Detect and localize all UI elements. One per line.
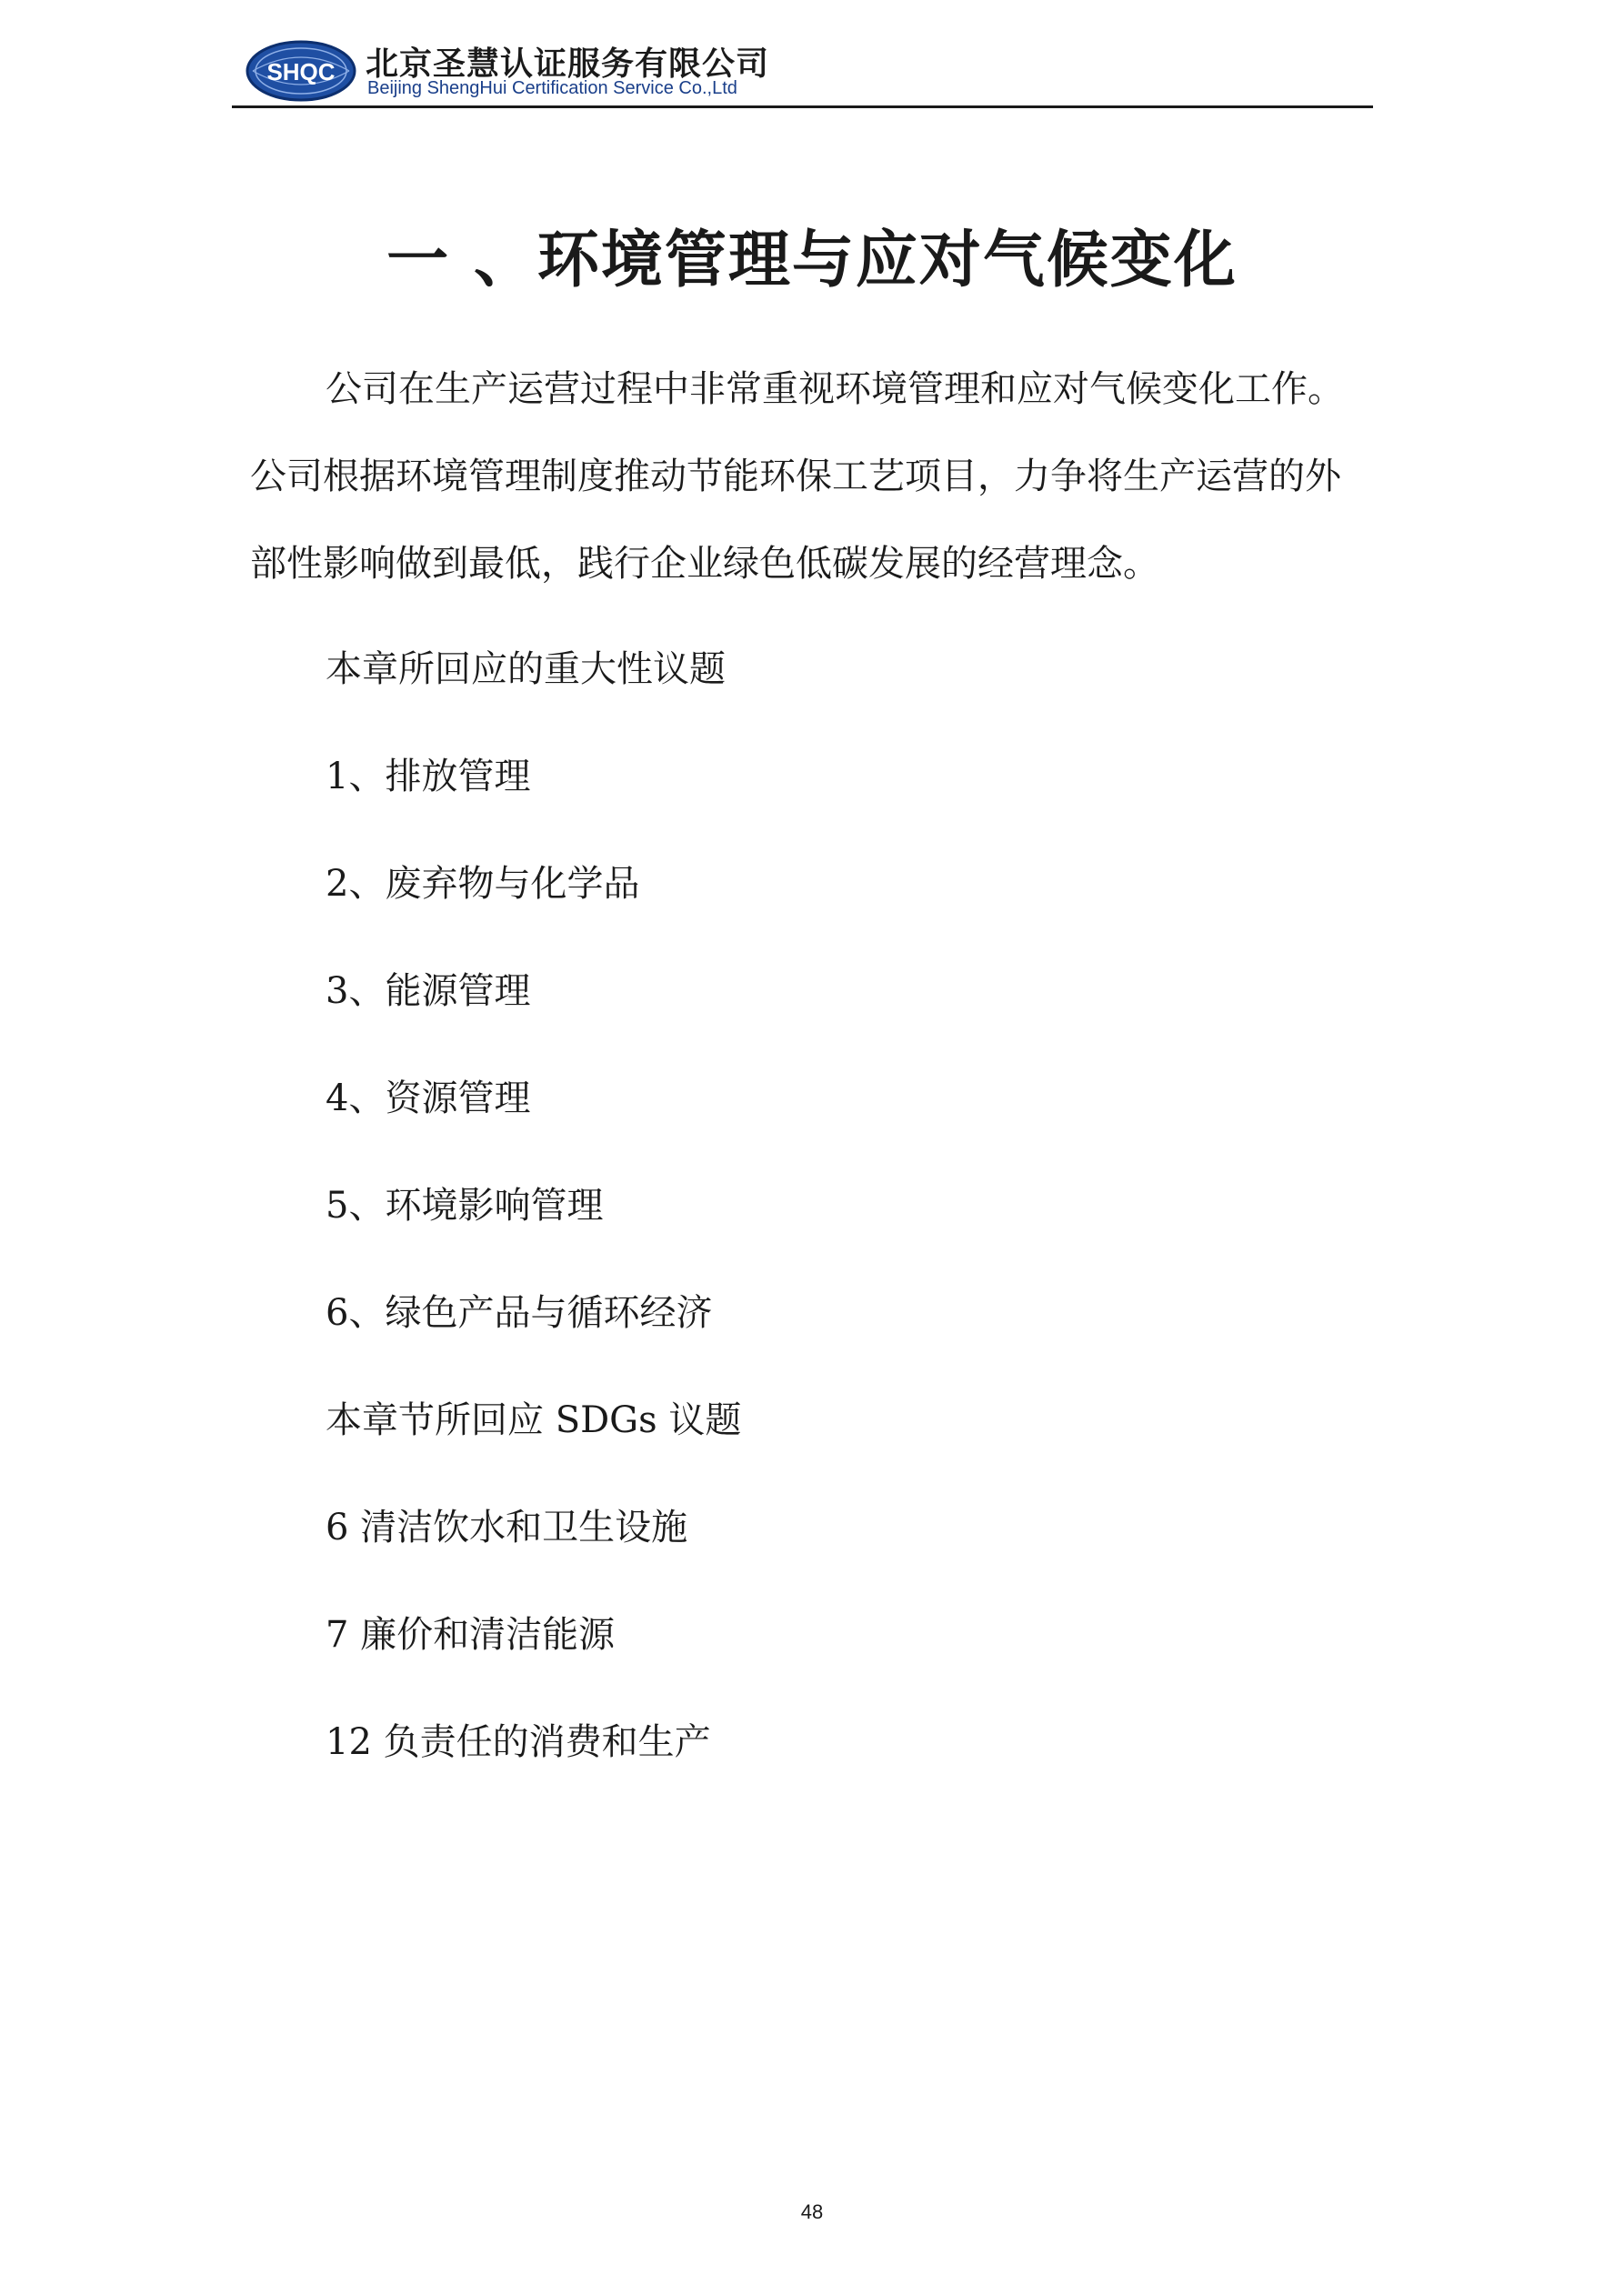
page-number: 48: [800, 2200, 824, 2223]
material-topic-item: 1、排放管理: [326, 756, 531, 797]
material-topic-item: 2、废弃物与化学品: [326, 863, 640, 905]
sdg-item: 12 负责任的消费和生产: [326, 1721, 711, 1763]
company-name-en: Beijing ShengHui Certification Service Co.,Ltd: [367, 78, 737, 98]
section-title: 一 、环境管理与应对气候变化: [386, 224, 1238, 296]
company-name-cn: 北京圣慧认证服务有限公司: [366, 45, 770, 83]
sdg-item: 6 清洁饮水和卫生设施: [326, 1507, 688, 1548]
material-topics-heading: 本章所回应的重大性议题: [326, 648, 726, 690]
intro-line-3: 部性影响做到最低，践行企业绿色低碳发展的经营理念。: [250, 543, 1159, 585]
shqc-logo: [246, 40, 356, 102]
material-topic-item: 6、绿色产品与循环经济: [326, 1292, 713, 1334]
header-divider: [232, 105, 1373, 108]
sdg-item: 7 廉价和清洁能源: [326, 1614, 616, 1656]
material-topic-item: 5、环境影响管理: [326, 1185, 604, 1227]
logo-text: SHQC: [266, 58, 336, 85]
page-header: [246, 35, 1373, 107]
material-topic-item: 4、资源管理: [326, 1077, 531, 1119]
sdg-topics-heading: 本章节所回应 SDGs 议题: [326, 1399, 742, 1441]
material-topic-item: 3、能源管理: [326, 970, 531, 1012]
intro-line-2: 公司根据环境管理制度推动节能环保工艺项目，力争将生产运营的外: [250, 456, 1341, 497]
intro-line-1: 公司在生产运营过程中非常重视环境管理和应对气候变化工作。: [326, 368, 1344, 410]
